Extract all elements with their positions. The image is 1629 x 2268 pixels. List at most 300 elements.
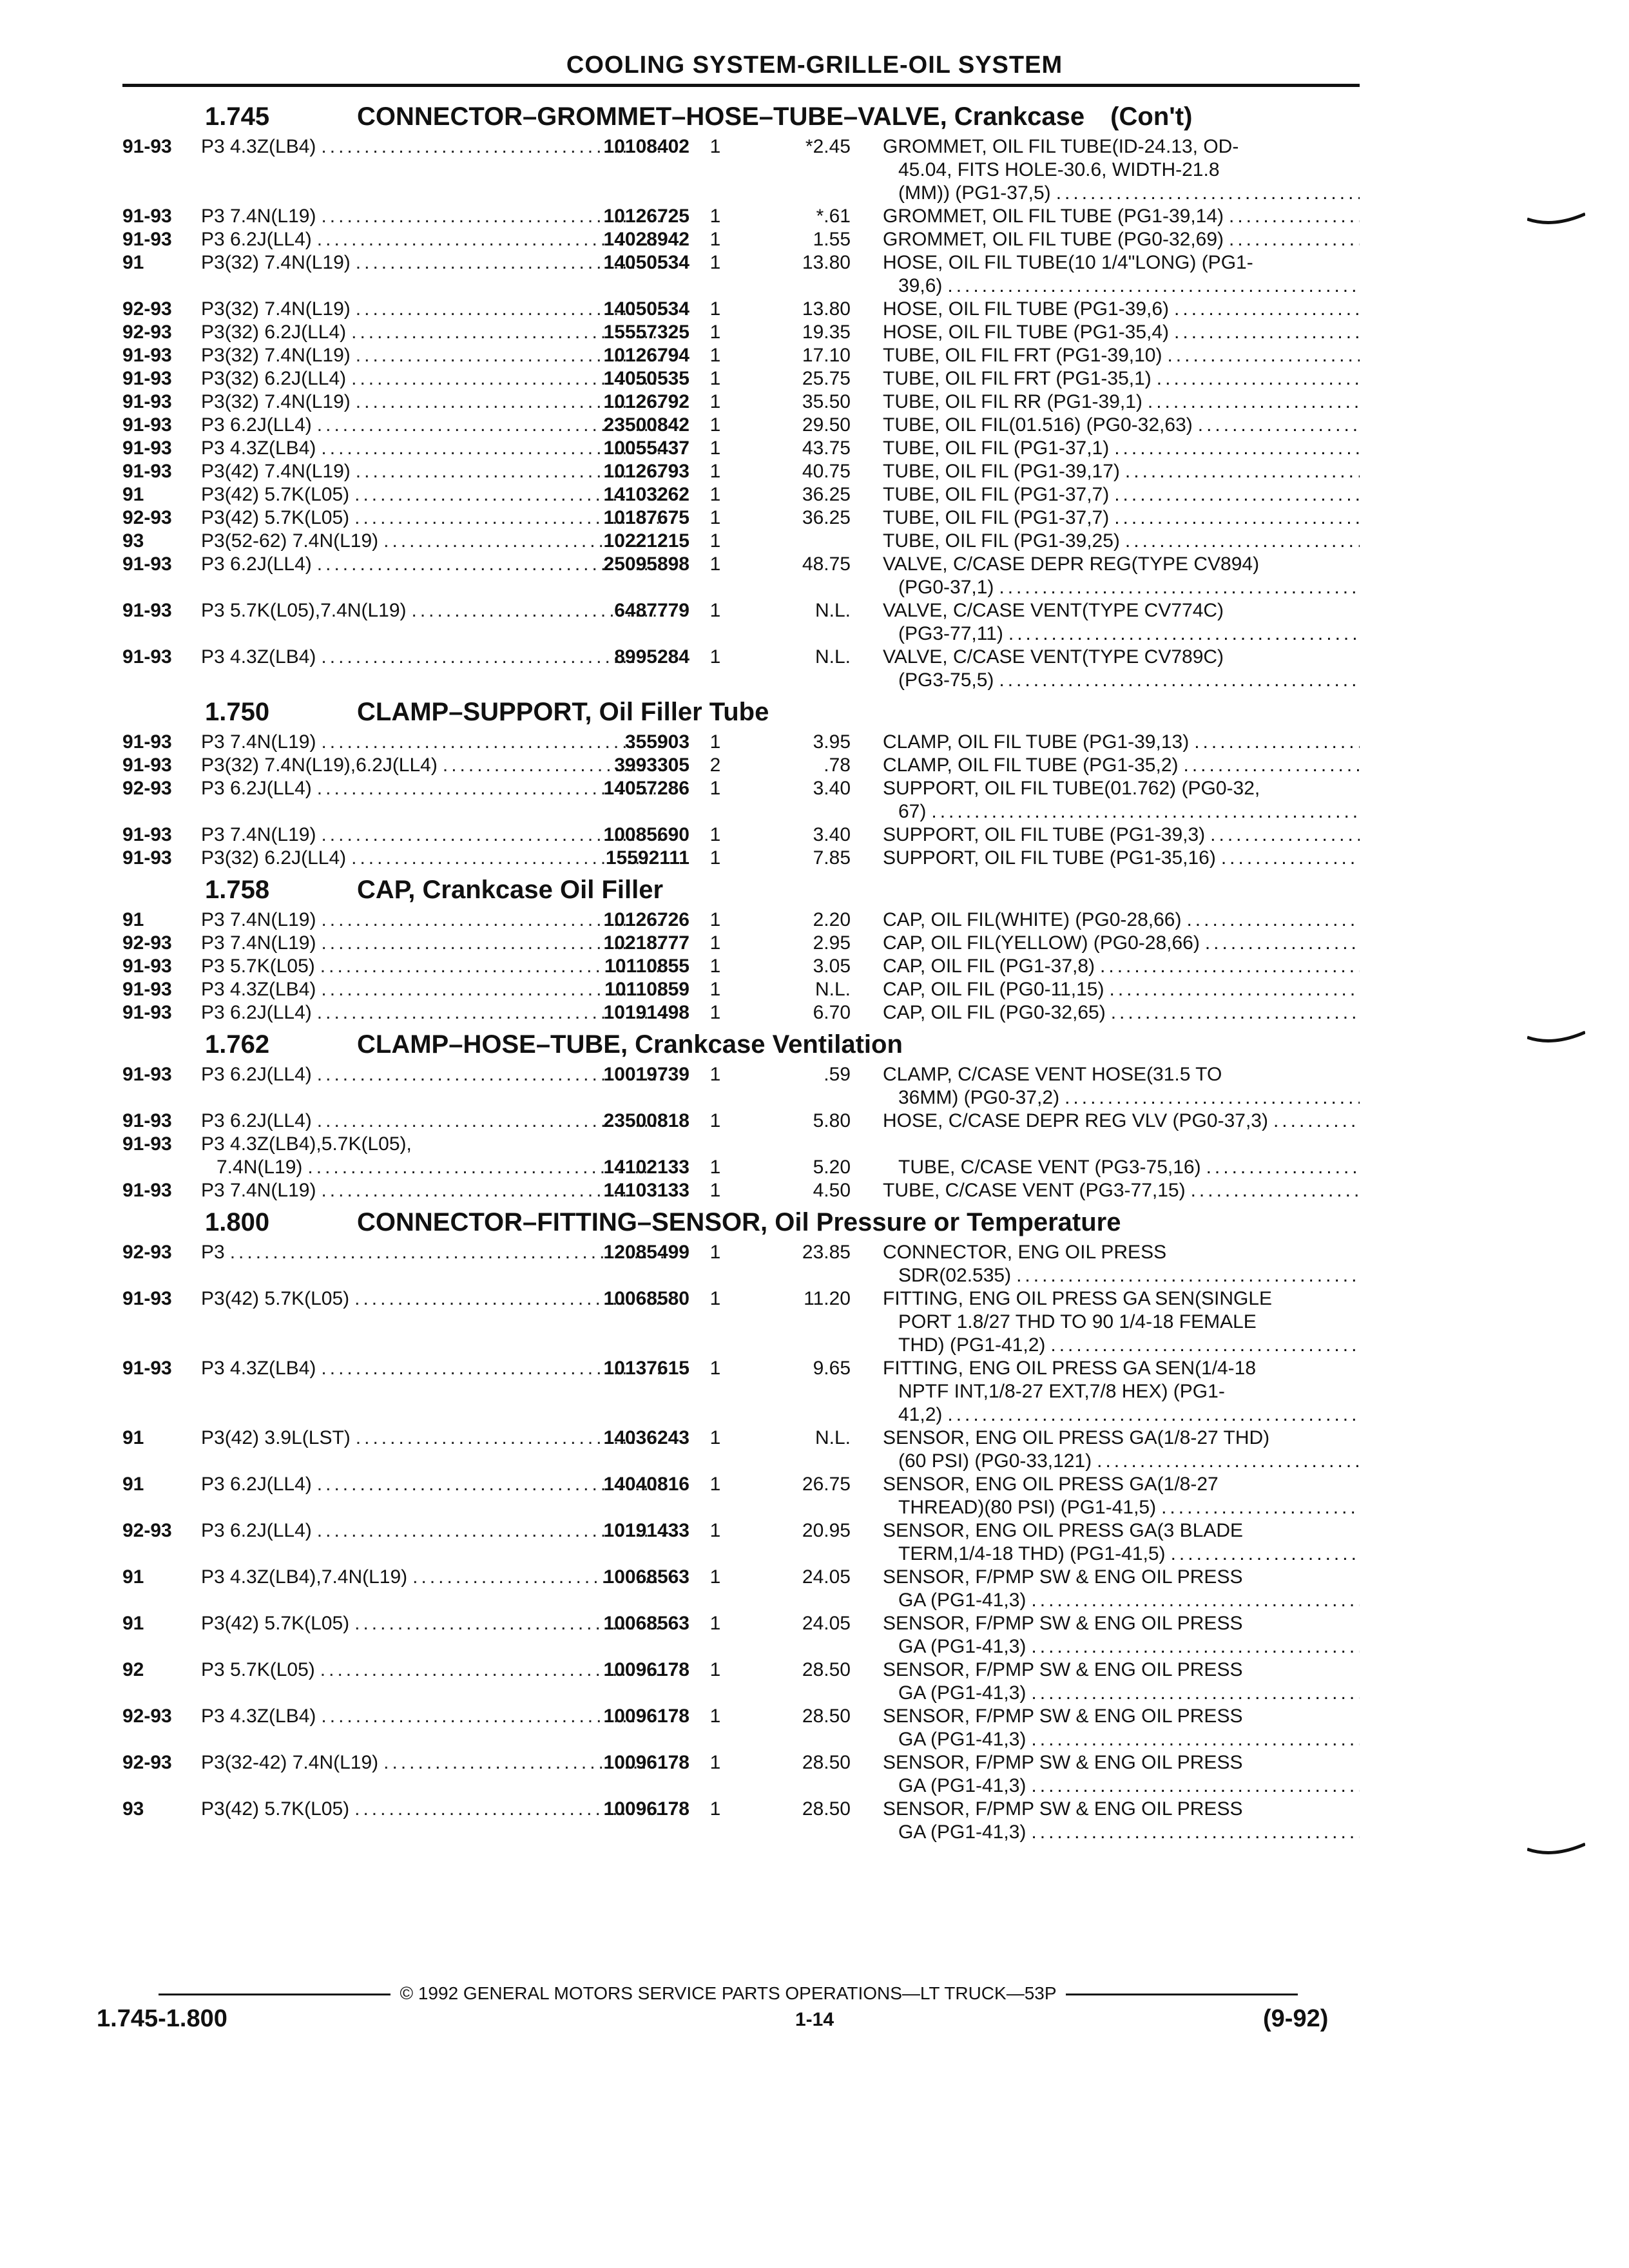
model-text: P3 6.2J(LL4) — [201, 414, 312, 436]
model-text: P3(42) 5.7K(L05) — [201, 507, 350, 528]
part-description — [883, 847, 1360, 870]
price: 2.95 — [813, 932, 851, 954]
quantity: 1 — [709, 824, 721, 845]
description-text: SENSOR, ENG OIL PRESS GA(1/8-27 THD) — [883, 1427, 1270, 1448]
part-description — [883, 367, 1360, 390]
price: 23.85 — [802, 1242, 851, 1263]
part-number: 14040816 — [603, 1474, 689, 1495]
price: 24.05 — [802, 1566, 851, 1588]
footer-copyright-line — [97, 1983, 1360, 2004]
price: 28.50 — [802, 1798, 851, 1820]
part-row — [122, 823, 1360, 847]
part-number: 10126792 — [603, 391, 689, 412]
footer-range: 1.745-1.800 — [97, 2005, 227, 2032]
part-row — [122, 599, 1360, 646]
quantity: 2 — [709, 754, 721, 776]
description-text: SDR(02.535) — [898, 1265, 1012, 1286]
model-years: 91-93 — [122, 368, 172, 389]
price: 28.50 — [802, 1752, 851, 1773]
quantity: 1 — [709, 847, 721, 869]
description-text: SENSOR, F/PMP SW & ENG OIL PRESS — [883, 1752, 1243, 1773]
quantity: 1 — [709, 646, 721, 668]
quantity: 1 — [709, 1180, 721, 1201]
model-text: P3 6.2J(LL4) — [201, 229, 312, 250]
quantity: 1 — [709, 1002, 721, 1023]
model-years: 92-93 — [122, 298, 172, 320]
description-text: SENSOR, ENG OIL PRESS GA(3 BLADE — [883, 1520, 1244, 1541]
quantity: 1 — [709, 1064, 721, 1085]
description-text: VALVE, C/CASE VENT(TYPE CV774C) — [883, 600, 1224, 621]
price: N.L. — [815, 600, 851, 621]
part-row — [122, 955, 1360, 978]
part-number: 10126726 — [603, 909, 689, 930]
part-description — [883, 530, 1360, 553]
description-text: SUPPORT, OIL FIL TUBE (PG1-35,16) — [883, 847, 1216, 869]
quantity: 1 — [709, 1157, 721, 1178]
quantity: 1 — [709, 979, 721, 1000]
description-text: HOSE, OIL FIL TUBE (PG1-39,6) — [883, 298, 1170, 320]
footer-date: (9-92) — [1263, 2005, 1329, 2032]
part-description — [883, 646, 1360, 692]
part-description — [883, 1287, 1360, 1357]
part-number: 8995284 — [614, 646, 689, 668]
description-text: HOSE, OIL FIL TUBE(10 1/4"LONG) (PG1- — [883, 252, 1253, 273]
part-number: 10068580 — [603, 1288, 689, 1309]
description-text: VALVE, C/CASE VENT(TYPE CV789C) — [883, 646, 1224, 668]
part-row — [122, 1612, 1360, 1658]
margin-mark — [1527, 1031, 1585, 1046]
price: 20.95 — [802, 1520, 851, 1541]
quantity: 1 — [709, 322, 721, 343]
description-text: PORT 1.8/27 THD TO 90 1/4-18 FEMALE — [898, 1311, 1257, 1332]
description-text: FITTING, ENG OIL PRESS GA SEN(1/4-18 — [883, 1358, 1257, 1379]
part-description — [883, 1658, 1360, 1705]
part-number: 10191433 — [603, 1520, 689, 1541]
description-text: SENSOR, ENG OIL PRESS GA(1/8-27 — [883, 1474, 1219, 1495]
part-row — [122, 646, 1360, 692]
price: 7.85 — [813, 847, 851, 869]
part-row — [122, 1427, 1360, 1473]
quantity: 1 — [709, 136, 721, 157]
description-text: TUBE, C/CASE VENT (PG3-77,15) — [883, 1180, 1186, 1201]
part-description — [883, 1241, 1360, 1287]
model-years: 91-93 — [122, 206, 172, 227]
quantity: 1 — [709, 530, 721, 552]
part-number: 10187675 — [603, 507, 689, 528]
part-number: 14028942 — [603, 229, 689, 250]
part-description — [883, 1612, 1360, 1658]
price: 24.05 — [802, 1613, 851, 1634]
model-years: 91-93 — [122, 1180, 172, 1201]
section-number: 1.750 — [205, 698, 270, 726]
price: 35.50 — [802, 391, 851, 412]
description-text: TERM,1/4-18 THD) (PG1-41,5) — [898, 1543, 1166, 1564]
description-text: TUBE, OIL FIL(01.516) (PG0-32,63) — [883, 414, 1193, 436]
part-description — [883, 932, 1360, 955]
price: 17.10 — [802, 345, 851, 366]
price: 43.75 — [802, 437, 851, 459]
model-years: 92-93 — [122, 932, 172, 954]
description-text: CAP, OIL FIL (PG0-32,65) — [883, 1002, 1106, 1023]
part-description — [883, 1751, 1360, 1798]
model-text: P3(32) 7.4N(L19) — [201, 298, 351, 320]
price: 48.75 — [802, 553, 851, 575]
model-years: 91 — [122, 1474, 144, 1495]
footer-copyright: © 1992 GENERAL MOTORS SERVICE PARTS OPERATIONS—LT TRUCK—53P — [400, 1983, 1057, 2003]
model-text: P3 7.4N(L19) — [201, 909, 316, 930]
part-row — [122, 978, 1360, 1001]
quantity: 1 — [709, 731, 721, 753]
description-text: GA (PG1-41,3) — [898, 1636, 1027, 1657]
quantity: 1 — [709, 252, 721, 273]
section-continued: (Con't) — [1110, 102, 1193, 131]
price: 26.75 — [802, 1474, 851, 1495]
description-text: GROMMET, OIL FIL TUBE(ID-24.13, OD- — [883, 136, 1239, 157]
model-text: P3(32) 7.4N(L19) — [201, 391, 351, 412]
description-text: SUPPORT, OIL FIL TUBE (PG1-39,3) — [883, 824, 1206, 845]
price: *.61 — [816, 206, 851, 227]
part-row — [122, 932, 1360, 955]
quantity: 1 — [709, 1427, 721, 1448]
quantity: 1 — [709, 414, 721, 436]
quantity: 1 — [709, 932, 721, 954]
model-text: P3 7.4N(L19) — [201, 824, 316, 845]
part-number: 23500842 — [603, 414, 689, 436]
quantity: 1 — [709, 1474, 721, 1495]
part-number: 10096178 — [603, 1798, 689, 1820]
description-text: GA (PG1-41,3) — [898, 1821, 1027, 1843]
section-header — [122, 1024, 1360, 1063]
part-number: 10096178 — [603, 1659, 689, 1680]
model-years: 92-93 — [122, 1706, 172, 1727]
part-row — [122, 1001, 1360, 1024]
section-title-text: CONNECTOR–FITTING–SENSOR, Oil Pressure or Temperature — [357, 1208, 1121, 1236]
part-row — [122, 344, 1360, 367]
model-years: 93 — [122, 530, 144, 552]
part-number: 10108402 — [603, 136, 689, 157]
model-years: 91-93 — [122, 1110, 172, 1131]
price: 5.80 — [813, 1110, 851, 1131]
model-text: P3 4.3Z(LB4) — [201, 1706, 316, 1727]
part-number: 10019739 — [603, 1064, 689, 1085]
part-description — [883, 1473, 1360, 1519]
section-number: 1.758 — [205, 876, 270, 904]
part-row — [122, 390, 1360, 414]
description-text: (PG3-75,5) — [898, 669, 994, 691]
price: 25.75 — [802, 368, 851, 389]
description-text: FITTING, ENG OIL PRESS GA SEN(SINGLE — [883, 1288, 1273, 1309]
price: 19.35 — [802, 322, 851, 343]
price: 40.75 — [802, 461, 851, 482]
quantity: 1 — [709, 600, 721, 621]
description-text: GA (PG1-41,3) — [898, 1775, 1027, 1796]
model-years: 91-93 — [122, 1002, 172, 1023]
model-years: 92 — [122, 1659, 144, 1680]
part-number: 12085499 — [603, 1242, 689, 1263]
model-years: 93 — [122, 1798, 144, 1820]
quantity: 1 — [709, 778, 721, 799]
description-text: TUBE, OIL FIL (PG1-37,7) — [883, 484, 1110, 505]
price: 3.05 — [813, 956, 851, 977]
description-text: SENSOR, F/PMP SW & ENG OIL PRESS — [883, 1659, 1243, 1680]
description-text: GROMMET, OIL FIL TUBE (PG1-39,14) — [883, 206, 1224, 227]
description-text: TUBE, OIL FIL RR (PG1-39,1) — [883, 391, 1142, 412]
part-description — [883, 731, 1360, 754]
description-text: GA (PG1-41,3) — [898, 1729, 1027, 1750]
model-years: 91-93 — [122, 553, 172, 575]
model-text: P3(32) 6.2J(LL4) — [201, 847, 347, 869]
section-header — [122, 97, 1360, 135]
quantity: 1 — [709, 461, 721, 482]
part-number: 10221215 — [603, 530, 689, 552]
section-number: 1.745 — [205, 102, 270, 131]
model-years: 91-93 — [122, 1064, 172, 1085]
part-number: 14102133 — [603, 1157, 689, 1178]
description-text: (60 PSI) (PG0-33,121) — [898, 1450, 1092, 1472]
part-description — [883, 1427, 1360, 1473]
model-text: P3(42) 5.7K(L05) — [201, 1798, 350, 1820]
description-text: CAP, OIL FIL (PG1-37,8) — [883, 956, 1095, 977]
model-text: P3(42) 3.9L(LST) — [201, 1427, 351, 1448]
description-text: CLAMP, OIL FIL TUBE (PG1-39,13) — [883, 731, 1190, 753]
model-text: P3 6.2J(LL4) — [201, 1110, 312, 1131]
part-description — [883, 777, 1360, 823]
description-text: CONNECTOR, ENG OIL PRESS — [883, 1242, 1167, 1263]
part-row — [122, 1063, 1360, 1110]
section-header — [122, 1202, 1360, 1241]
price: 29.50 — [802, 414, 851, 436]
description-text: CAP, OIL FIL(WHITE) (PG0-28,66) — [883, 909, 1182, 930]
model-years: 92-93 — [122, 507, 172, 528]
model-text: P3(32) 6.2J(LL4) — [201, 322, 347, 343]
price: 9.65 — [813, 1358, 851, 1379]
part-row — [122, 731, 1360, 754]
description-text: GA (PG1-41,3) — [898, 1590, 1027, 1611]
part-description — [883, 390, 1360, 414]
price: *2.45 — [805, 136, 851, 157]
section-header — [122, 692, 1360, 731]
model-years: 91-93 — [122, 1358, 172, 1379]
model-text: P3 4.3Z(LB4) — [201, 437, 316, 459]
model-years: 91-93 — [122, 754, 172, 776]
part-number: 14103133 — [603, 1180, 689, 1201]
part-row — [122, 847, 1360, 870]
part-description — [883, 298, 1360, 321]
section-header — [122, 870, 1360, 908]
quantity: 1 — [709, 437, 721, 459]
model-years: 91-93 — [122, 600, 172, 621]
model-years: 91-93 — [122, 731, 172, 753]
part-number: 10110859 — [604, 979, 689, 1000]
part-row — [122, 483, 1360, 506]
model-text: P3(42) 7.4N(L19) — [201, 461, 351, 482]
description-text: GA (PG1-41,3) — [898, 1682, 1027, 1704]
part-number: 15592111 — [605, 847, 689, 869]
description-text: 39,6) — [898, 275, 943, 296]
model-years: 91-93 — [122, 345, 172, 366]
part-description — [883, 823, 1360, 847]
description-text: THD) (PG1-41,2) — [898, 1334, 1046, 1356]
part-row — [122, 553, 1360, 599]
model-text: P3 5.7K(L05),7.4N(L19) — [201, 600, 407, 621]
price: N.L. — [815, 1427, 851, 1448]
part-description — [883, 414, 1360, 437]
part-row — [122, 1357, 1360, 1427]
quantity: 1 — [709, 484, 721, 505]
part-number: 10126794 — [603, 345, 689, 366]
price: 28.50 — [802, 1706, 851, 1727]
quantity: 1 — [709, 1520, 721, 1541]
price: .59 — [824, 1064, 851, 1085]
description-text: SUPPORT, OIL FIL TUBE(01.762) (PG0-32, — [883, 778, 1260, 799]
model-years: 91 — [122, 1566, 144, 1588]
part-description — [883, 1705, 1360, 1751]
part-row — [122, 1658, 1360, 1705]
description-text: CLAMP, C/CASE VENT HOSE(31.5 TO — [883, 1064, 1222, 1085]
part-number: 10110855 — [604, 956, 689, 977]
description-text: SENSOR, F/PMP SW & ENG OIL PRESS — [883, 1706, 1243, 1727]
quantity: 1 — [709, 1752, 721, 1773]
section-title-text: CLAMP–HOSE–TUBE, Crankcase Ventilation — [357, 1030, 903, 1059]
model-years: 92-93 — [122, 1242, 172, 1263]
model-text: P3 7.4N(L19) — [201, 932, 316, 954]
part-row — [122, 321, 1360, 344]
part-number: 10218777 — [603, 932, 689, 954]
model-text: P3 4.3Z(LB4) — [201, 646, 316, 668]
price: 3.95 — [813, 731, 851, 753]
part-description — [883, 1001, 1360, 1024]
quantity: 1 — [709, 1706, 721, 1727]
section-title-text: CLAMP–SUPPORT, Oil Filler Tube — [357, 698, 769, 726]
part-row — [122, 1133, 1360, 1179]
quantity: 1 — [709, 1659, 721, 1680]
part-row — [122, 1241, 1360, 1287]
part-row — [122, 1179, 1360, 1202]
description-text: TUBE, OIL FIL (PG1-37,7) — [883, 507, 1110, 528]
part-description — [883, 1179, 1360, 1202]
part-number: 6487779 — [614, 600, 689, 621]
part-number: 23500818 — [603, 1110, 689, 1131]
model-years: 91-93 — [122, 1133, 172, 1155]
price: 1.55 — [813, 229, 851, 250]
model-years: 91-93 — [122, 1288, 172, 1309]
part-row — [122, 530, 1360, 553]
model-text: P3 6.2J(LL4) — [201, 1474, 312, 1495]
model-text: P3(32) 7.4N(L19),6.2J(LL4) — [201, 754, 438, 776]
model-text: P3 7.4N(L19) — [201, 1180, 316, 1201]
part-row — [122, 1751, 1360, 1798]
section-title — [357, 1030, 903, 1059]
model-text: P3 7.4N(L19) — [201, 206, 316, 227]
quantity: 1 — [709, 391, 721, 412]
quantity: 1 — [709, 507, 721, 528]
part-description — [883, 754, 1360, 777]
part-number: 10191498 — [603, 1002, 689, 1023]
quantity: 1 — [709, 1358, 721, 1379]
quantity: 1 — [709, 298, 721, 320]
description-text: SENSOR, F/PMP SW & ENG OIL PRESS — [883, 1613, 1243, 1634]
part-description — [883, 251, 1360, 298]
description-text: HOSE, C/CASE DEPR REG VLV (PG0-37,3) — [883, 1110, 1268, 1131]
part-number: 10137615 — [603, 1358, 689, 1379]
part-description — [883, 483, 1360, 506]
part-description — [883, 1357, 1360, 1427]
description-text: TUBE, OIL FIL FRT (PG1-39,10) — [883, 345, 1162, 366]
quantity: 1 — [709, 553, 721, 575]
part-description — [883, 460, 1360, 483]
part-number: 14050534 — [603, 298, 689, 320]
margin-mark — [1527, 1843, 1585, 1858]
part-number: 10096178 — [603, 1752, 689, 1773]
price: 36.25 — [802, 484, 851, 505]
part-number: 10085690 — [603, 824, 689, 845]
part-description — [883, 1798, 1360, 1844]
model-years: 91-93 — [122, 391, 172, 412]
model-text: P3(42) 5.7K(L05) — [201, 1288, 350, 1309]
part-description — [883, 955, 1360, 978]
model-years: 91-93 — [122, 847, 172, 869]
description-text: 45.04, FITS HOLE-30.6, WIDTH-21.8 — [898, 159, 1220, 180]
part-description — [883, 321, 1360, 344]
price: N.L. — [815, 646, 851, 668]
part-description — [883, 1566, 1360, 1612]
part-row — [122, 298, 1360, 321]
quantity: 1 — [709, 368, 721, 389]
part-description — [883, 437, 1360, 460]
price: 11.20 — [804, 1288, 851, 1309]
model-text: P3 6.2J(LL4) — [201, 778, 312, 799]
price: 13.80 — [802, 252, 851, 273]
model-text: P3 6.2J(LL4) — [201, 1064, 312, 1085]
section-title — [357, 698, 769, 727]
model-text: P3 6.2J(LL4) — [201, 1002, 312, 1023]
description-text: HOSE, OIL FIL TUBE (PG1-35,4) — [883, 322, 1170, 343]
model-text: P3(42) 5.7K(L05) — [201, 1613, 350, 1634]
part-row — [122, 777, 1360, 823]
model-text: P3(42) 5.7K(L05) — [201, 484, 350, 505]
section-title — [357, 1208, 1121, 1237]
description-text: TUBE, C/CASE VENT (PG3-75,16) — [898, 1157, 1201, 1178]
part-row — [122, 1705, 1360, 1751]
model-text: P3 4.3Z(LB4) — [201, 1358, 316, 1379]
quantity: 1 — [709, 1242, 721, 1263]
part-number: 14050534 — [603, 252, 689, 273]
model-text: P3 4.3Z(LB4) — [201, 136, 316, 157]
description-text: NPTF INT,1/8-27 EXT,7/8 HEX) (PG1- — [898, 1381, 1225, 1402]
model-years: 91-93 — [122, 824, 172, 845]
section-number: 1.762 — [205, 1030, 270, 1059]
part-row — [122, 1110, 1360, 1133]
part-description — [883, 344, 1360, 367]
model-text: P3 4.3Z(LB4) — [201, 979, 316, 1000]
part-row — [122, 135, 1360, 205]
part-description — [883, 506, 1360, 530]
part-number: 10068563 — [603, 1613, 689, 1634]
model-years: 91-93 — [122, 461, 172, 482]
quantity: 1 — [709, 1566, 721, 1588]
page-title: COOLING SYSTEM-GRILLE-OIL SYSTEM — [566, 52, 1063, 79]
description-text: VALVE, C/CASE DEPR REG(TYPE CV894) — [883, 553, 1260, 575]
part-row — [122, 1566, 1360, 1612]
part-description — [883, 1063, 1360, 1110]
price: .78 — [824, 754, 851, 776]
part-number: 15557325 — [603, 322, 689, 343]
model-text: P3(32) 6.2J(LL4) — [201, 368, 347, 389]
part-description — [883, 1133, 1360, 1179]
description-text: TUBE, OIL FIL FRT (PG1-35,1) — [883, 368, 1152, 389]
price: 4.50 — [813, 1180, 851, 1201]
part-description — [883, 1110, 1360, 1133]
